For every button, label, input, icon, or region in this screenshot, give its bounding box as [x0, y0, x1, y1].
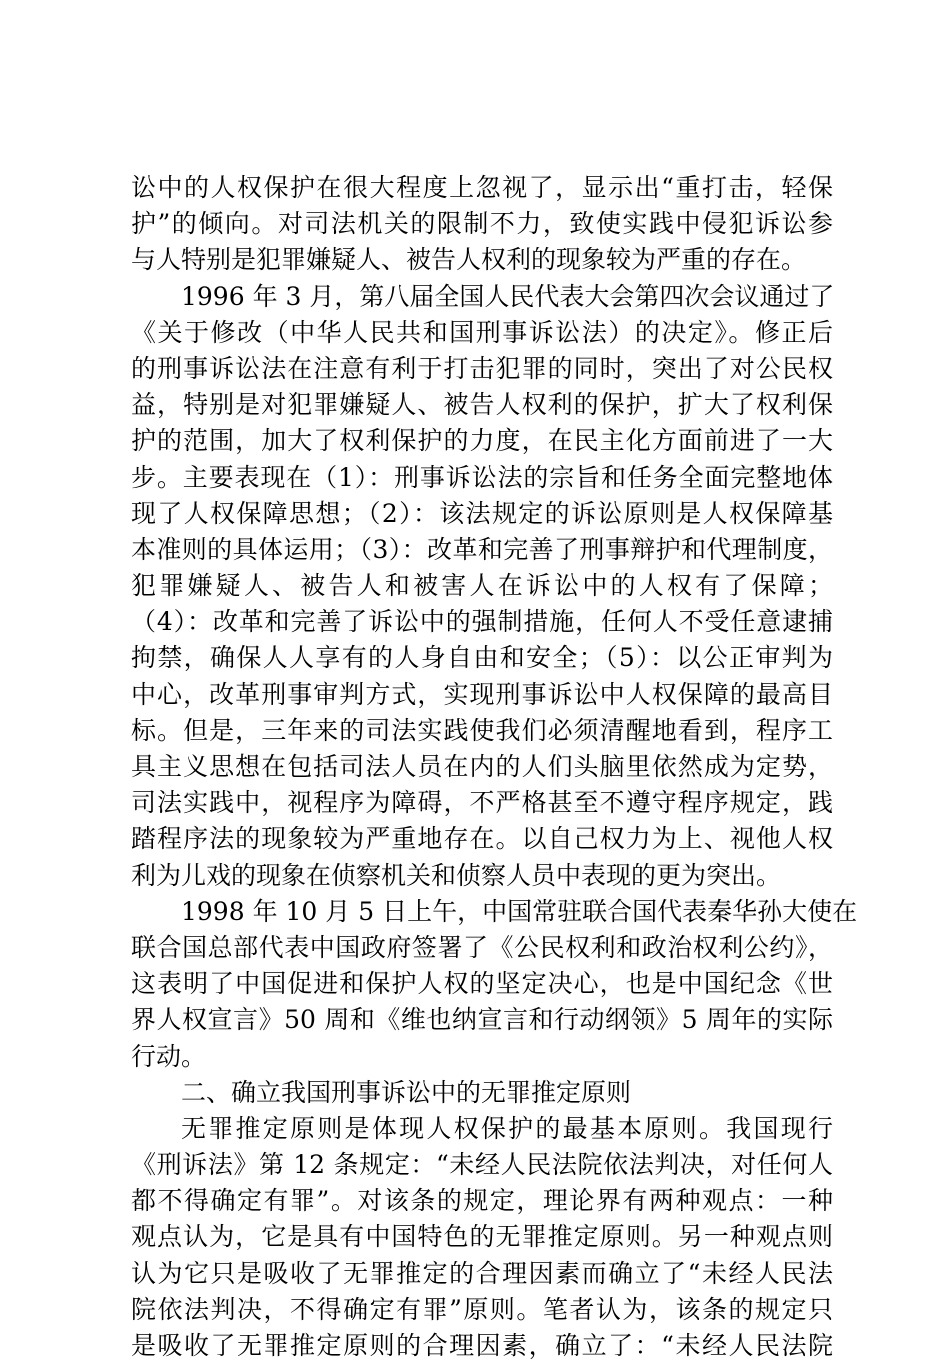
text-line: 拘禁，确保人人享有的人身自由和安全；（5）：以公正审判为: [131, 643, 833, 673]
text-line: 益，特别是对犯罪嫌疑人、被告人权利的保护，扩大了权利保: [131, 390, 833, 420]
text-line: 院依法判决，不得确定有罪”原则。笔者认为，该条的规定只: [131, 1294, 833, 1324]
text-line: 步。主要表现在（1）：刑事诉讼法的宗旨和任务全面完整地体: [131, 462, 833, 492]
text-line: 司法实践中，视程序为障碍，不严格甚至不遵守程序规定，践: [131, 788, 833, 818]
text-line: 与人特别是犯罪嫌疑人、被告人权利的现象较为严重的存在。: [131, 245, 807, 275]
text-line: 认为它只是吸收了无罪推定的合理因素而确立了“未经人民法: [131, 1258, 833, 1288]
text-line: 踏程序法的现象较为严重地存在。以自己权力为上、视他人权: [131, 824, 833, 854]
text-line: 中心，改革刑事审判方式，实现刑事诉讼中人权保障的最高目: [131, 679, 833, 709]
document-page: [131, 170, 858, 1364]
text-line: 本准则的具体运用；（3）：改革和完善了刑事辩护和代理制度，: [131, 534, 833, 564]
text-line: 《关于修改（中华人民共和国刑事诉讼法）的决定》。修正后: [131, 317, 833, 347]
text-line: 都不得确定有罪”。对该条的规定，理论界有两种观点：一种: [131, 1186, 833, 1216]
text-line: 讼中的人权保护在很大程度上忽视了，显示出“重打击，轻保: [131, 173, 833, 202]
paragraph: [131, 894, 858, 1075]
text-line: 现了人权保障思想；（2）：该法规定的诉讼原则是人权保障基: [131, 498, 833, 528]
text-line: 界人权宣言》50 周和《维也纳宣言和行动纲领》5 周年的实际: [131, 1005, 833, 1035]
text-line: 标。但是，三年来的司法实践使我们必须清醒地看到，程序工: [131, 715, 833, 745]
paragraph: [131, 1111, 833, 1364]
paragraph: [131, 170, 833, 279]
text-line: 1996 年 3 月，第八届全国人民代表大会第四次会议通过了: [181, 281, 835, 311]
text-line: 联合国总部代表中国政府签署了《公民权利和政治权利公约》，: [131, 932, 833, 962]
text-line: 1998 年 10 月 5 日上午，中国常驻联合国代表秦华孙大使在: [181, 896, 858, 926]
paragraph: [131, 279, 833, 894]
text-line: 二、确立我国刑事诉讼中的无罪推定原则: [181, 1077, 632, 1107]
text-line: 犯罪嫌疑人、被告人和被害人在诉讼中的人权有了保障；: [131, 571, 833, 601]
text-line: 行动。: [131, 1041, 207, 1071]
text-line: 《刑诉法》第 12 条规定：“未经人民法院依法判决，对任何人: [131, 1150, 833, 1180]
section-heading: [131, 1075, 833, 1111]
text-line: 利为儿戏的现象在侦察机关和侦察人员中表现的更为突出。: [131, 860, 782, 890]
text-line: 无罪推定原则是体现人权保护的最基本原则。我国现行: [181, 1113, 833, 1143]
text-line: 观点认为，它是具有中国特色的无罪推定原则。另一种观点则: [131, 1222, 833, 1252]
text-line: 具主义思想在包括司法人员在内的人们头脑里依然成为定势，: [131, 752, 833, 781]
text-line: 护的范围，加大了权利保护的力度，在民主化方面前进了一大: [131, 426, 833, 456]
text-line: 是吸收了无罪推定原则的合理因素，确立了：“未经人民法院: [131, 1331, 833, 1360]
text-line: （4）：改革和完善了诉讼中的强制措施，任何人不受任意逮捕: [131, 607, 833, 637]
text-line: 的刑事诉讼法在注意有利于打击犯罪的同时，突出了对公民权: [131, 353, 833, 383]
text-line: 护”的倾向。对司法机关的限制不力，致使实践中侵犯诉讼参: [131, 209, 833, 239]
text-line: 这表明了中国促进和保护人权的坚定决心，也是中国纪念《世: [131, 969, 833, 999]
